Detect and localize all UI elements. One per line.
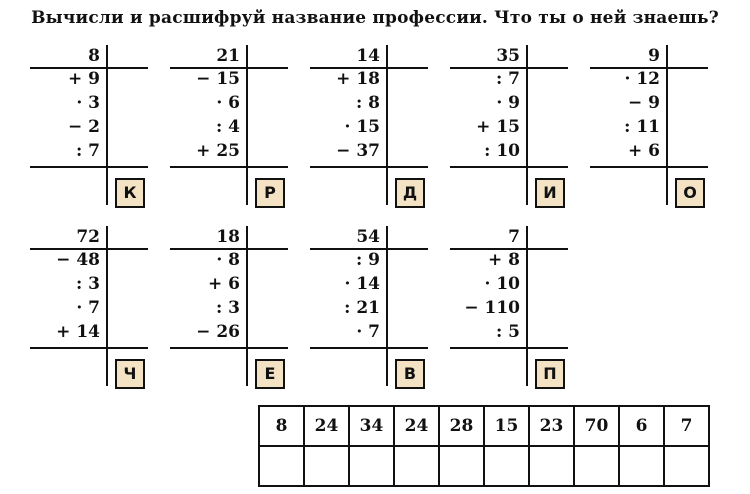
chain-step: · 7 xyxy=(76,298,100,318)
chain-step: : 5 xyxy=(495,322,520,342)
chain-step: · 10 xyxy=(484,274,520,294)
number-cell: 6 xyxy=(619,406,664,446)
number-cell: 34 xyxy=(349,406,394,446)
letter-box: Е xyxy=(255,359,285,389)
chain-step: : 3 xyxy=(75,274,100,294)
number-cell: 24 xyxy=(394,406,439,446)
letter-box: Р xyxy=(255,178,285,208)
divider-vertical xyxy=(246,226,248,386)
answer-cell[interactable] xyxy=(529,446,574,486)
chain-step: : 7 xyxy=(75,141,100,161)
divider-vertical xyxy=(246,45,248,205)
divider-bottom xyxy=(170,347,288,349)
chain-step: − 37 xyxy=(336,141,380,161)
answer-cell[interactable] xyxy=(304,446,349,486)
chain-start: 21 xyxy=(216,46,240,66)
number-cell: 70 xyxy=(574,406,619,446)
chain-step: · 8 xyxy=(216,250,240,270)
number-cell: 23 xyxy=(529,406,574,446)
chain-start: 18 xyxy=(216,227,240,247)
chain-step: · 14 xyxy=(344,274,380,294)
chain-start: 8 xyxy=(88,46,100,66)
divider-bottom xyxy=(310,166,428,168)
divider-bottom xyxy=(30,166,148,168)
number-cell: 7 xyxy=(664,406,709,446)
chain-step: · 3 xyxy=(76,93,100,113)
chain-step: − 2 xyxy=(68,117,100,137)
chain-step: − 26 xyxy=(196,322,240,342)
chain-step: + 18 xyxy=(336,69,380,89)
divider-vertical xyxy=(106,45,108,205)
task-title: Вычисли и расшифруй название профессии. Что ты о ней знаешь? xyxy=(31,8,719,28)
chain-start: 14 xyxy=(356,46,380,66)
answer-cell[interactable] xyxy=(574,446,619,486)
number-cell: 8 xyxy=(259,406,304,446)
chain-start: 7 xyxy=(508,227,520,247)
chain-step: : 11 xyxy=(624,117,660,137)
letter-box: П xyxy=(535,359,565,389)
chain-start: 35 xyxy=(496,46,520,66)
answer-cell[interactable] xyxy=(439,446,484,486)
chain-k xyxy=(30,45,150,202)
answer-cell[interactable] xyxy=(259,446,304,486)
chain-step: · 6 xyxy=(216,93,240,113)
answer-cell[interactable] xyxy=(664,446,709,486)
divider-bottom xyxy=(450,166,568,168)
letter-box: В xyxy=(395,359,425,389)
chain-step: : 3 xyxy=(215,298,240,318)
divider-vertical xyxy=(666,45,668,205)
chain-step: : 10 xyxy=(484,141,520,161)
chain-step: : 8 xyxy=(355,93,380,113)
chain-step: − 110 xyxy=(464,298,520,318)
divider-vertical xyxy=(106,226,108,386)
chain-start: 9 xyxy=(648,46,660,66)
chain-r xyxy=(170,45,290,202)
letter-box: И xyxy=(535,178,565,208)
chain-step: − 9 xyxy=(628,93,660,113)
chain-p xyxy=(450,226,570,383)
chain-step: · 12 xyxy=(624,69,660,89)
chain-v xyxy=(310,226,430,383)
divider-bottom xyxy=(450,347,568,349)
numbers-row xyxy=(259,406,709,446)
chain-i xyxy=(450,45,570,202)
answer-table xyxy=(258,405,710,487)
chain-ch xyxy=(30,226,150,383)
chain-step: + 8 xyxy=(488,250,520,270)
letter-box: Ч xyxy=(115,359,145,389)
chain-step: · 7 xyxy=(356,322,380,342)
chain-step: · 9 xyxy=(496,93,520,113)
answer-cell[interactable] xyxy=(619,446,664,486)
divider-vertical xyxy=(386,45,388,205)
chain-step: − 48 xyxy=(56,250,100,270)
divider-vertical xyxy=(386,226,388,386)
number-cell: 24 xyxy=(304,406,349,446)
divider-vertical xyxy=(526,226,528,386)
chain-step: · 15 xyxy=(344,117,380,137)
chain-d xyxy=(310,45,430,202)
letters-row xyxy=(259,446,709,486)
answer-cell[interactable] xyxy=(484,446,529,486)
chain-step: + 25 xyxy=(196,141,240,161)
chain-step: : 21 xyxy=(344,298,380,318)
chain-step: : 4 xyxy=(215,117,240,137)
chain-step: + 15 xyxy=(476,117,520,137)
divider-bottom xyxy=(170,166,288,168)
chain-start: 72 xyxy=(76,227,100,247)
chain-e xyxy=(170,226,290,383)
divider-bottom xyxy=(590,166,708,168)
divider-bottom xyxy=(30,347,148,349)
chain-start: 54 xyxy=(356,227,380,247)
chain-step: + 14 xyxy=(56,322,100,342)
chain-step: + 6 xyxy=(628,141,660,161)
letter-box: О xyxy=(675,178,705,208)
number-cell: 28 xyxy=(439,406,484,446)
chain-step: − 15 xyxy=(196,69,240,89)
answer-cell[interactable] xyxy=(394,446,439,486)
chain-step: + 6 xyxy=(208,274,240,294)
letter-box: К xyxy=(115,178,145,208)
chain-o xyxy=(590,45,710,202)
answer-cell[interactable] xyxy=(349,446,394,486)
chain-step: : 9 xyxy=(355,250,380,270)
chain-step: + 9 xyxy=(68,69,100,89)
letter-box: Д xyxy=(395,178,425,208)
number-cell: 15 xyxy=(484,406,529,446)
divider-bottom xyxy=(310,347,428,349)
divider-vertical xyxy=(526,45,528,205)
chain-step: : 7 xyxy=(495,69,520,89)
